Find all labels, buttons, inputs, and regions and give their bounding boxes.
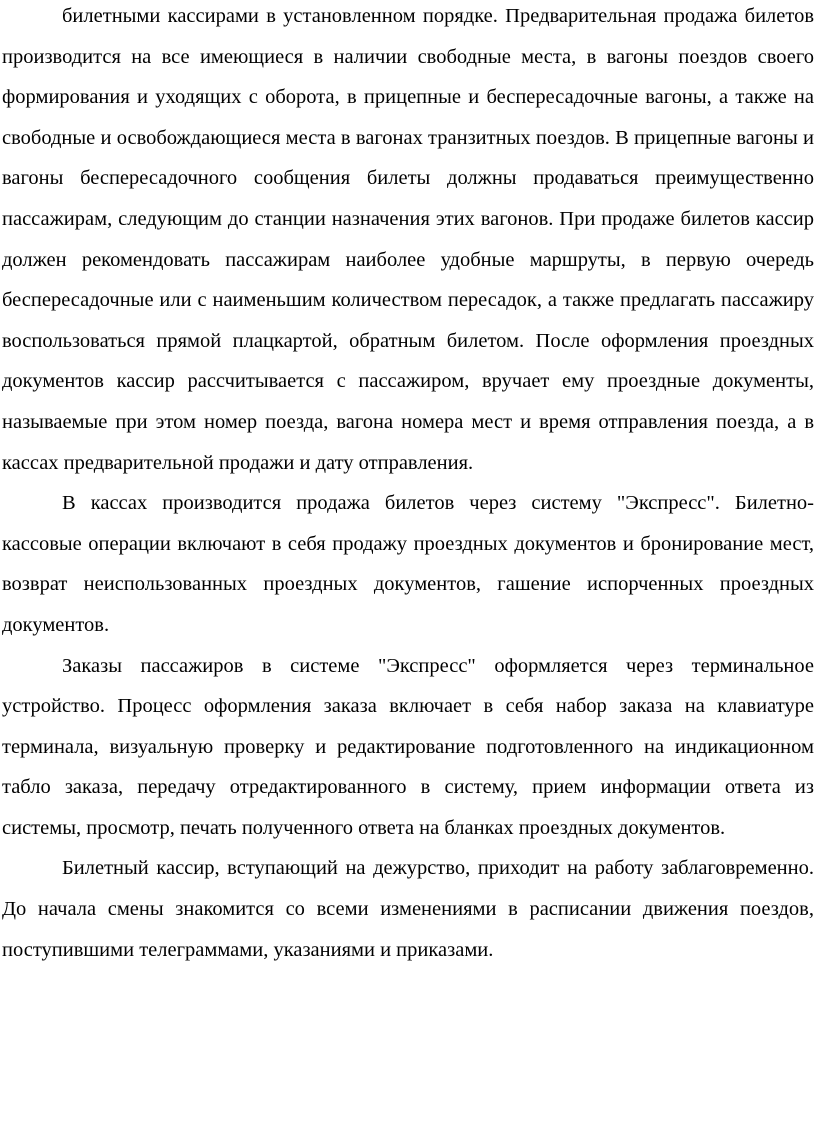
paragraph-express-orders: Заказы пассажиров в системе "Экспресс" оформляется через терминальное устройство. Процесс оформления заказа включает в себя набор заказа на клавиатуре терминала, визуальную проверку и редактирование подготовленного на индикационном табло заказа, передачу отредактированного в систему, прием информации ответа из системы, просмотр, печать полученного ответа на бланках проездных документов. bbox=[2, 654, 814, 839]
paragraph-cashier-duty: Билетный кассир, вступающий на дежурство, приходит на работу заблаговременно. До начала смены знакомится со всеми изменениями в расписании движения поездов, поступившими телеграммами, указаниями и приказами. bbox=[2, 857, 814, 961]
paragraph-ticket-sales-continuation: билетными кассирами в установленном порядке. Предварительная продажа билетов производится на все имеющиеся в наличии свободные места, в вагоны поездов своего формирования и уходящих с оборота, в прицепные и беспересадочные вагоны, а также на свободные и освобождающиеся места в вагонах транзитных поездов. В прицепные вагоны и вагоны беспересадочного сообщения билеты должны продаваться преимущественно пассажирам, следующим до станции назначения этих вагонов. При продаже билетов кассир должен рекомендовать пассажирам наиболее удобные маршруты, в первую очередь беспересадочные или с наименьшим количеством пересадок, а также предлагать пассажиру воспользоваться прямой плацкартой, обратным билетом. После оформления проездных документов кассир рассчитывается с пассажиром, вручает ему проездные документы, называемые при этом номер поезда, вагона номера мест и время отправления поезда, а в кассах предварительной продажи и дату отправления. bbox=[2, 5, 814, 474]
paragraph-express-system-sales: В кассах производится продажа билетов через систему "Экспресс". Билетно-кассовые операции включают в себя продажу проездных документов и бронирование мест, возврат неиспользованных проездных документов, гашение испорченных проездных документов. bbox=[2, 492, 814, 636]
